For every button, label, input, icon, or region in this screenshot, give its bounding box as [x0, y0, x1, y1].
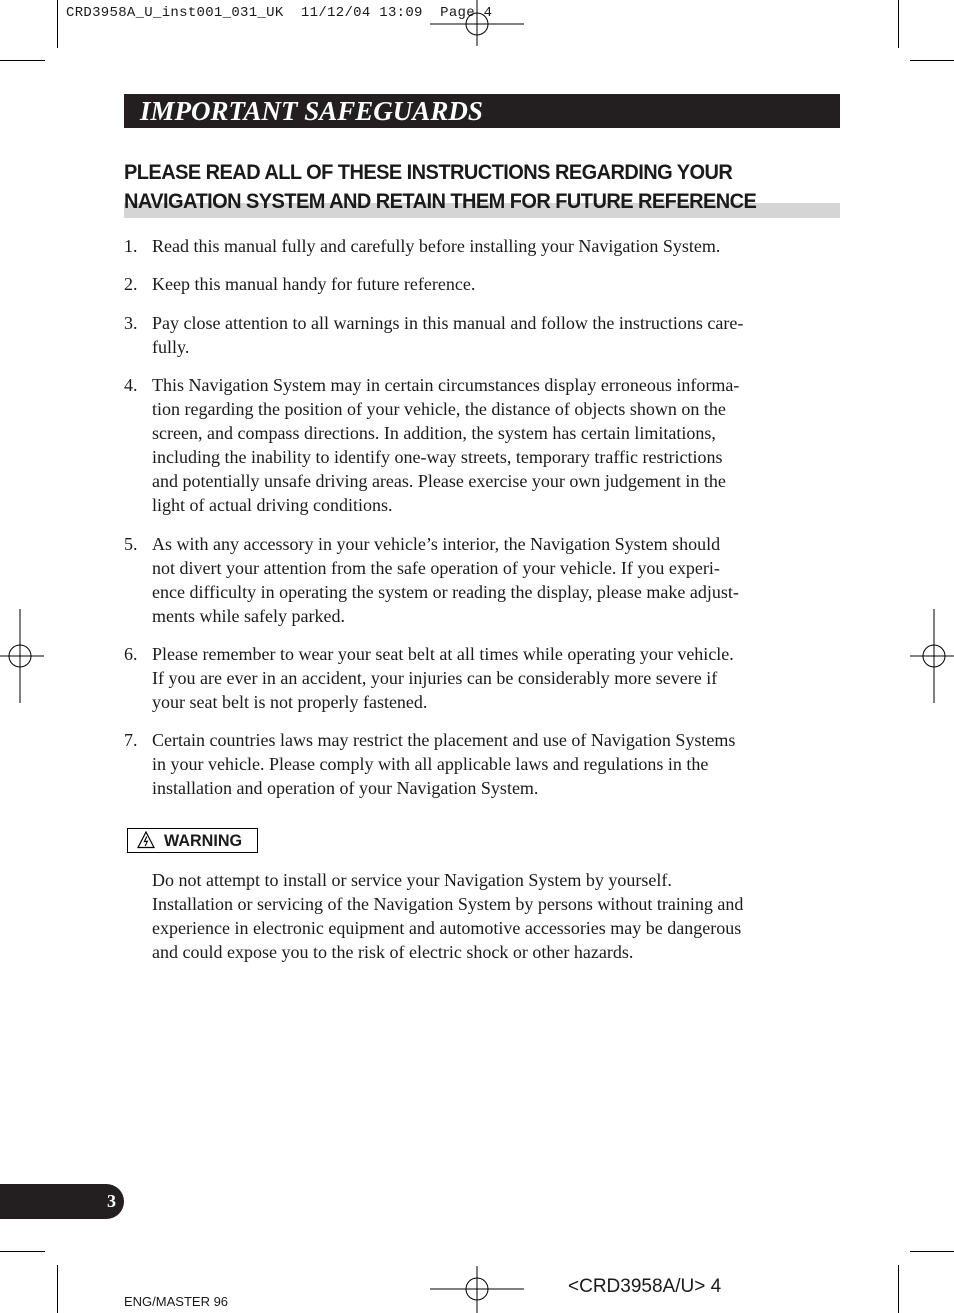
item-line: Please remember to wear your seat belt at all times while operating your vehicle.: [152, 644, 734, 664]
item-line: installation and operation of your Navigation System.: [152, 778, 539, 798]
item-line: This Navigation System may in certain circumstances display erroneous informa-: [152, 375, 740, 395]
item-line: ence difficulty in operating the system or reading the display, please make adjust-: [152, 582, 739, 602]
warning-label: WARNING: [164, 831, 243, 850]
item-text: [152, 311, 814, 359]
item-text: [152, 642, 814, 714]
item-number: 1.: [124, 236, 138, 256]
item-text: [152, 272, 814, 296]
item-line: your seat belt is not properly fastened.: [152, 692, 428, 712]
item-line: ments while safely parked.: [152, 606, 345, 626]
title-bar: [124, 94, 840, 128]
item-line: including the inability to identify one-way streets, temporary traffic restrictions: [152, 447, 723, 467]
heading-line: PLEASE READ ALL OF THESE INSTRUCTIONS REGARDING YOUR: [124, 160, 733, 184]
warning-label-box: [127, 828, 258, 853]
electric-shock-warning-icon: [137, 831, 155, 849]
item-line: tion regarding the position of your vehicle, the distance of objects shown on the: [152, 399, 726, 419]
item-line: in your vehicle. Please comply with all applicable laws and regulations in the: [152, 754, 709, 774]
page-title: IMPORTANT SAFEGUARDS: [140, 96, 483, 126]
item-line: As with any accessory in your vehicle’s interior, the Navigation System should: [152, 534, 721, 554]
warning-line: experience in electronic equipment and automotive accessories may be dangerous: [152, 918, 742, 938]
item-text: [152, 728, 814, 800]
footer-left-text: ENG/MASTER 96: [124, 1294, 229, 1309]
warning-line: Do not attempt to install or service your Navigation System by yourself.: [152, 870, 672, 890]
item-line: fully.: [152, 337, 190, 357]
warning-text: [152, 868, 822, 964]
item-line: and potentially unsafe driving areas. Please exercise your own judgement in the: [152, 471, 726, 491]
item-line: Certain countries laws may restrict the placement and use of Navigation Systems: [152, 730, 736, 750]
item-number: 6.: [124, 644, 138, 664]
section-heading: [124, 158, 840, 216]
item-line: If you are ever in an accident, your injuries can be considerably more severe if: [152, 668, 718, 688]
warning-line: and could expose you to the risk of electric shock or other hazards.: [152, 942, 634, 962]
item-line: Read this manual fully and carefully before installing your Navigation System.: [152, 236, 721, 256]
item-line: not divert your attention from the safe operation of your vehicle. If you experi-: [152, 558, 720, 578]
item-text: [152, 532, 814, 628]
item-line: screen, and compass directions. In addition, the system has certain limitations,: [152, 423, 716, 443]
item-number: 4.: [124, 375, 138, 395]
item-line: Keep this manual handy for future reference.: [152, 274, 476, 294]
print-slug: CRD3958A_U_inst001_031_UK 11/12/04 13:09 Page 4: [66, 5, 493, 21]
item-text: [152, 234, 814, 258]
page-number: 3: [107, 1191, 116, 1211]
item-number: 2.: [124, 274, 138, 294]
page-number-tab: [0, 1184, 124, 1219]
item-number: 3.: [124, 313, 138, 333]
warning-line: Installation or servicing of the Navigation System by persons without training and: [152, 894, 744, 914]
item-line: light of actual driving conditions.: [152, 495, 393, 515]
item-line: Pay close attention to all warnings in this manual and follow the instructions care-: [152, 313, 744, 333]
heading-line: NAVIGATION SYSTEM AND RETAIN THEM FOR FUTURE REFERENCE: [124, 189, 757, 213]
item-text: [152, 373, 814, 517]
footer-right-text: <CRD3958A/U> 4: [568, 1276, 722, 1297]
item-number: 5.: [124, 534, 138, 554]
item-number: 7.: [124, 730, 138, 750]
